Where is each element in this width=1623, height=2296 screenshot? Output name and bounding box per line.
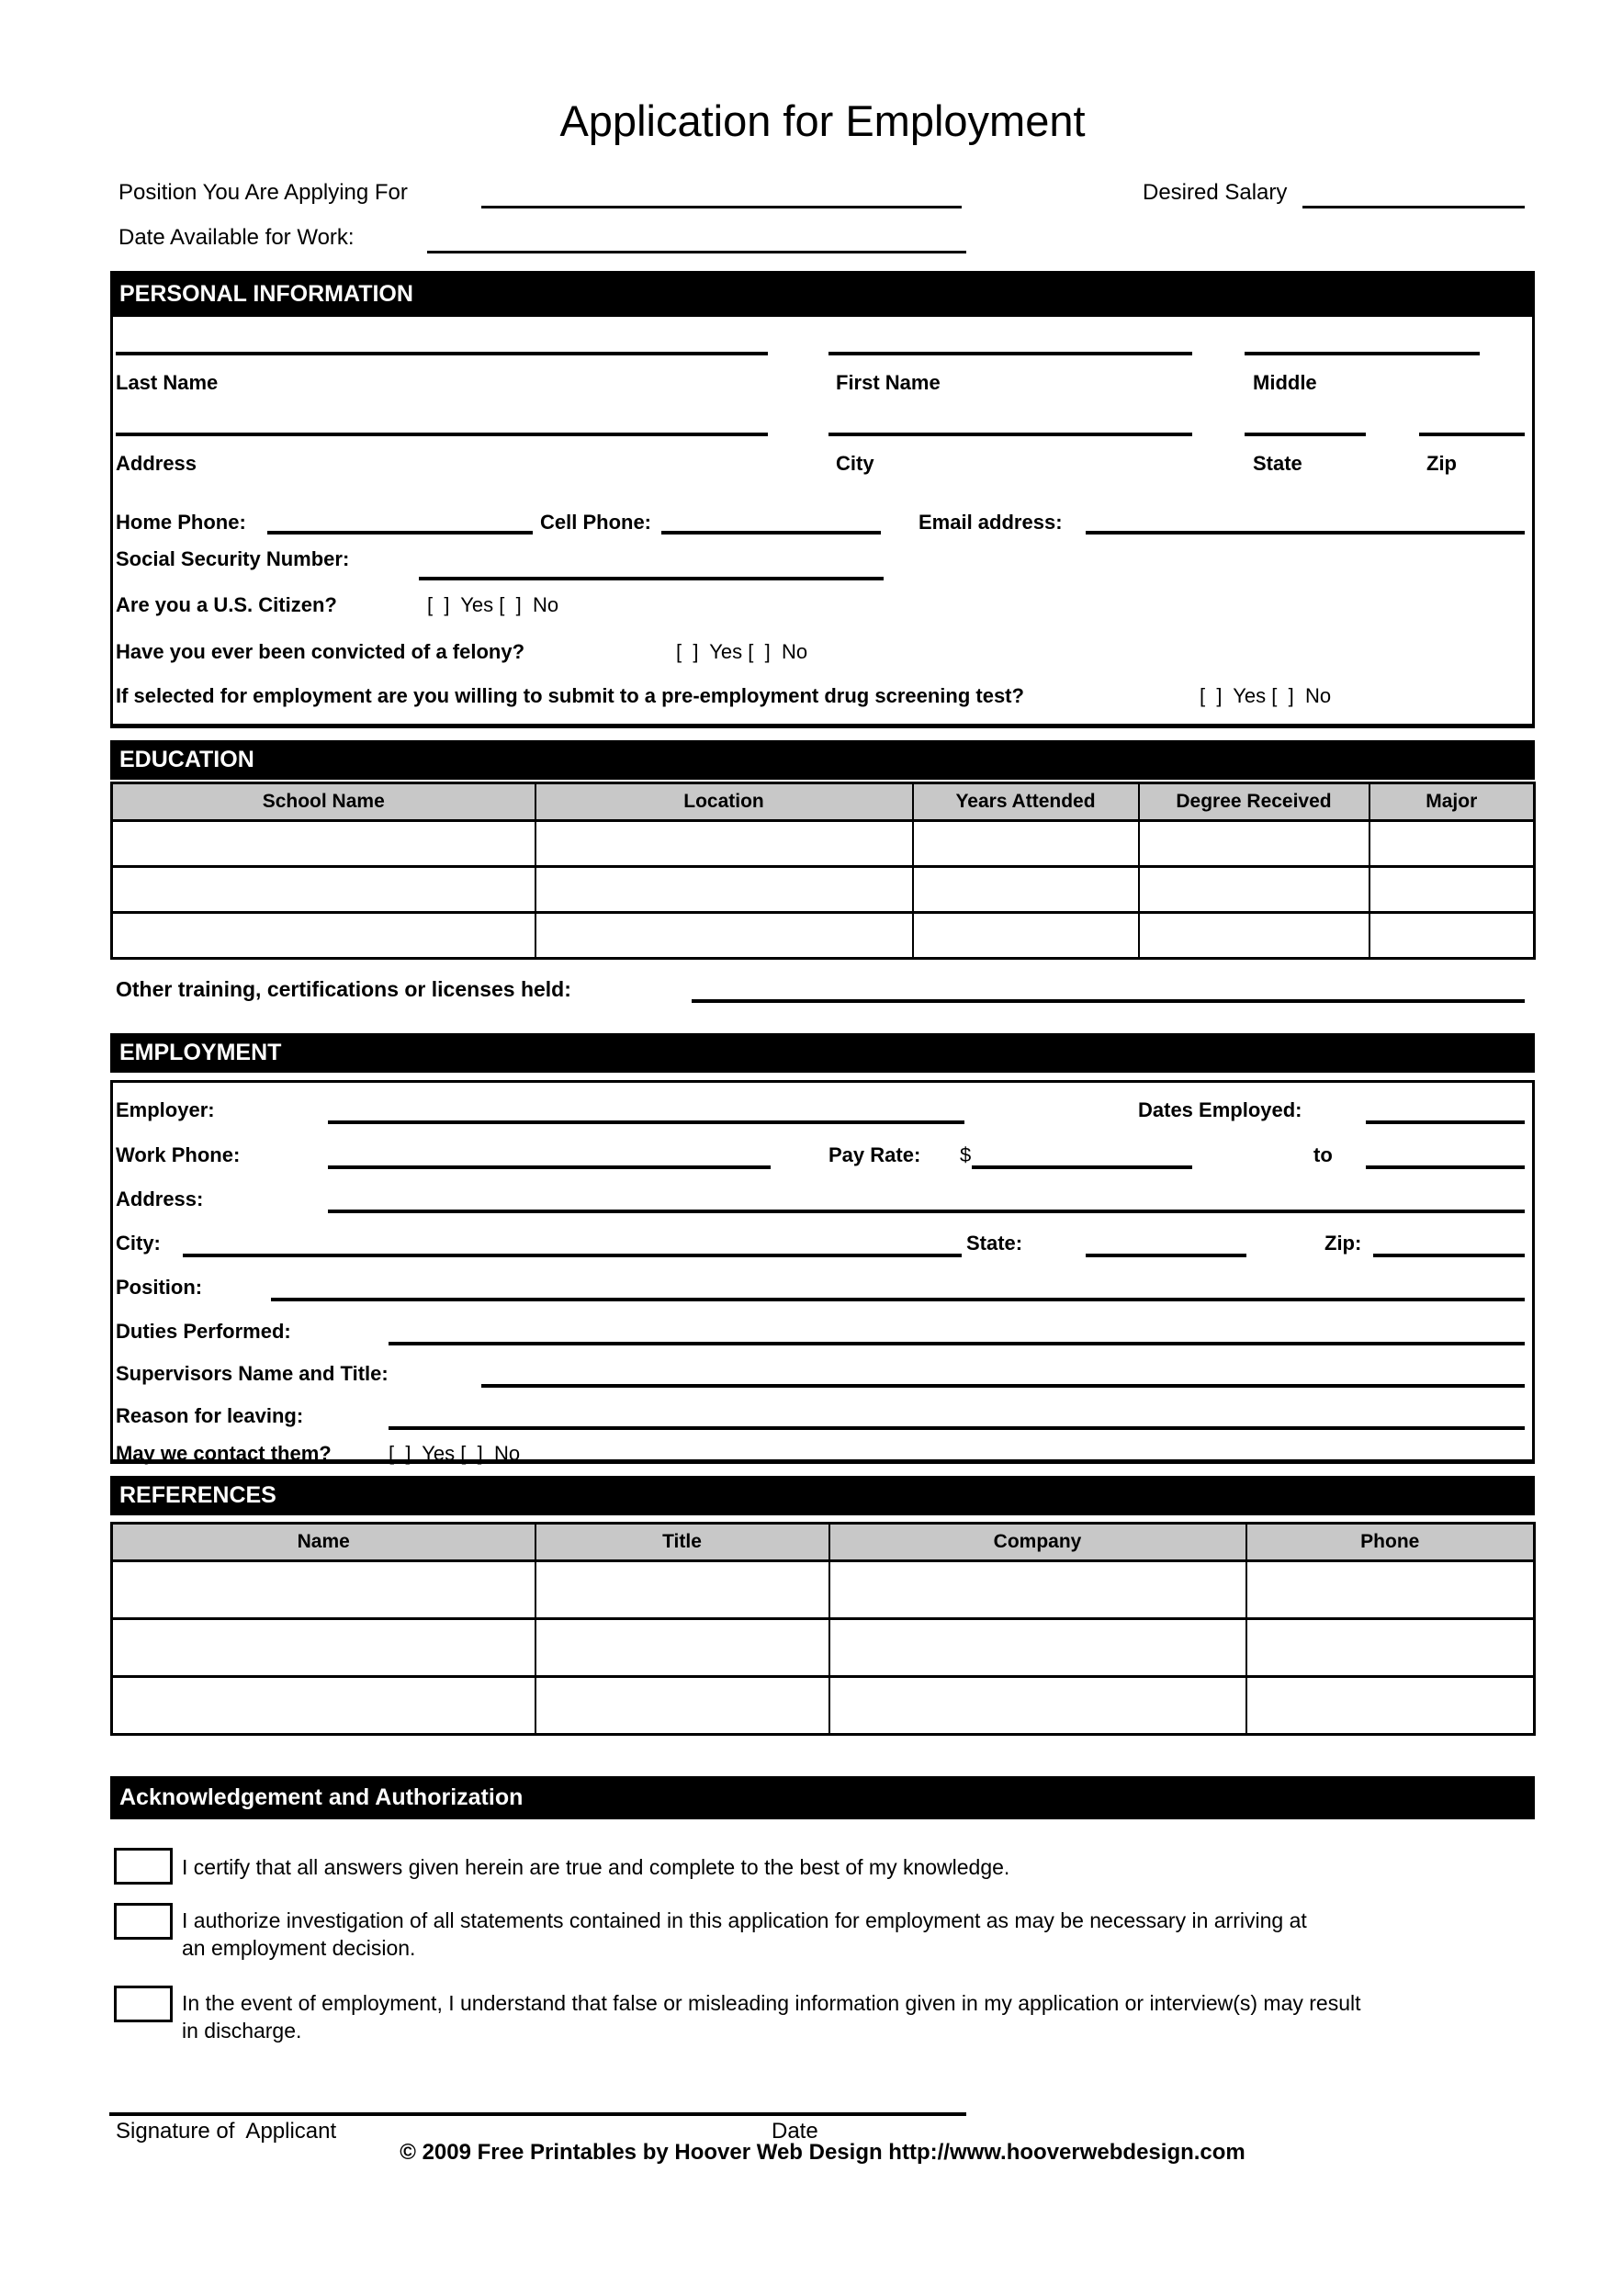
education-row [112, 867, 1535, 913]
page-title: Application for Employment [559, 96, 1086, 145]
dates-employed-to-label: to [1313, 1143, 1333, 1166]
home-phone-line[interactable] [267, 531, 533, 535]
education-row [112, 913, 1535, 959]
ssn-label: Social Security Number: [116, 547, 350, 570]
employer-zip-label: Zip: [1324, 1232, 1362, 1255]
work-phone-label: Work Phone: [116, 1143, 241, 1166]
education-cell[interactable] [535, 867, 913, 913]
employer-state-line[interactable] [1086, 1254, 1246, 1257]
references-cell[interactable] [112, 1677, 535, 1735]
education-cell[interactable] [112, 821, 535, 867]
first-name-label: First Name [836, 371, 941, 394]
dates-employed-to-line[interactable] [1366, 1165, 1525, 1169]
section-header-employment [110, 1033, 1535, 1073]
employer-address-label: Address: [116, 1187, 204, 1210]
education-cell[interactable] [1139, 913, 1369, 959]
date-label: Date [772, 2119, 818, 2144]
contact-yes-no-checkboxes[interactable]: [ ] Yes [ ] No [389, 1442, 521, 1465]
email-line[interactable] [1086, 531, 1525, 535]
education-col-major: Major [1369, 783, 1535, 821]
education-cell[interactable] [913, 913, 1139, 959]
authorize-statement: I authorize investigation of all statements contained in this application for employment as may be necessary in arriving at an employment decision. [182, 1908, 1307, 1960]
supervisor-label: Supervisors Name and Title: [116, 1362, 389, 1385]
zip-line[interactable] [1419, 433, 1525, 436]
section-title: Acknowledgement and Authorization [119, 1784, 524, 1810]
employer-zip-line[interactable] [1373, 1254, 1525, 1257]
drug-question-label: If selected for employment are you willing to submit to a pre-employment drug screening test? [116, 684, 1024, 707]
references-cell[interactable] [829, 1677, 1246, 1735]
position-held-line[interactable] [271, 1298, 1525, 1301]
section-header-acknowledgement [110, 1776, 1535, 1819]
address-line[interactable] [116, 433, 768, 436]
certify-checkbox[interactable] [114, 1848, 173, 1885]
education-cell[interactable] [535, 913, 913, 959]
references-cell[interactable] [535, 1561, 829, 1619]
references-row [112, 1619, 1535, 1677]
education-col-location: Location [535, 783, 913, 821]
employer-label: Employer: [116, 1098, 215, 1121]
education-cell[interactable] [1369, 867, 1535, 913]
references-col-phone: Phone [1246, 1524, 1535, 1561]
cell-phone-label: Cell Phone: [540, 511, 652, 534]
city-line[interactable] [828, 433, 1192, 436]
references-col-name: Name [112, 1524, 535, 1561]
other-training-line[interactable] [692, 999, 1525, 1003]
state-line[interactable] [1245, 433, 1366, 436]
city-label: City [836, 452, 874, 475]
other-training-label: Other training, certifications or licenses held: [116, 977, 571, 1001]
citizen-yes-no-checkboxes[interactable]: [ ] Yes [ ] No [427, 593, 559, 616]
position-applying-line[interactable] [481, 206, 962, 208]
education-cell[interactable] [913, 821, 1139, 867]
section-title: EMPLOYMENT [119, 1040, 282, 1065]
last-name-line[interactable] [116, 352, 768, 355]
section-header-personal-information [110, 271, 1535, 317]
education-col-school-name: School Name [112, 783, 535, 821]
education-cell[interactable] [1139, 821, 1369, 867]
references-header-row [112, 1524, 1535, 1561]
education-cell[interactable] [112, 867, 535, 913]
references-cell[interactable] [1246, 1561, 1535, 1619]
citizen-question-label: Are you a U.S. Citizen? [116, 593, 337, 616]
ssn-line[interactable] [419, 577, 884, 580]
education-col-degree-received: Degree Received [1139, 783, 1369, 821]
discharge-checkbox[interactable] [114, 1986, 173, 2022]
contact-question-label: May we contact them? [116, 1442, 332, 1465]
home-phone-label: Home Phone: [116, 511, 246, 534]
employer-city-label: City: [116, 1232, 161, 1255]
middle-name-line[interactable] [1245, 352, 1480, 355]
position-held-label: Position: [116, 1276, 203, 1299]
reason-leaving-label: Reason for leaving: [116, 1404, 304, 1427]
employer-address-line[interactable] [328, 1210, 1525, 1213]
education-table [110, 782, 1536, 960]
education-header-row [112, 783, 1535, 821]
references-cell[interactable] [1246, 1677, 1535, 1735]
work-phone-line[interactable] [328, 1165, 771, 1169]
education-cell[interactable] [1369, 913, 1535, 959]
copyright-text: © 2009 Free Printables by Hoover Web Design http://www.hooverwebdesign.com [400, 2140, 1245, 2165]
employment-box [110, 1080, 1535, 1464]
desired-salary-line[interactable] [1302, 206, 1525, 208]
cell-phone-line[interactable] [661, 531, 881, 535]
discharge-statement: In the event of employment, I understand that false or misleading information given in my application or interview(s) may result in discharge. [182, 1991, 1361, 2043]
authorize-checkbox[interactable] [114, 1903, 173, 1940]
references-table [110, 1522, 1536, 1736]
education-cell[interactable] [1369, 821, 1535, 867]
references-cell[interactable] [112, 1619, 535, 1677]
zip-label: Zip [1426, 452, 1457, 475]
email-label: Email address: [919, 511, 1063, 534]
desired-salary-label: Desired Salary [1143, 180, 1288, 205]
section-title: EDUCATION [119, 747, 254, 772]
last-name-label: Last Name [116, 371, 219, 394]
references-row [112, 1561, 1535, 1619]
references-cell[interactable] [535, 1619, 829, 1677]
drug-yes-no-checkboxes[interactable]: [ ] Yes [ ] No [1200, 684, 1332, 707]
duties-label: Duties Performed: [116, 1320, 291, 1343]
references-cell[interactable] [535, 1677, 829, 1735]
references-cell[interactable] [112, 1561, 535, 1619]
personal-information-box [110, 317, 1535, 728]
section-title: PERSONAL INFORMATION [119, 280, 413, 307]
education-col-years-attended: Years Attended [913, 783, 1139, 821]
certify-statement: I certify that all answers given herein are true and complete to the best of my knowledge. [182, 1855, 1010, 1879]
references-col-title: Title [535, 1524, 829, 1561]
references-row [112, 1677, 1535, 1735]
dates-employed-from-line[interactable] [1366, 1120, 1525, 1124]
employer-line[interactable] [328, 1120, 964, 1124]
supervisor-line[interactable] [481, 1384, 1525, 1388]
section-header-references [110, 1476, 1535, 1515]
felony-question-label: Have you ever been convicted of a felony? [116, 640, 525, 663]
references-cell[interactable] [829, 1561, 1246, 1619]
middle-name-label: Middle [1253, 371, 1317, 394]
signature-label: Signature of Applicant [116, 2119, 337, 2144]
address-label: Address [116, 452, 197, 475]
dates-employed-label: Dates Employed: [1138, 1098, 1302, 1121]
pay-rate-label: Pay Rate: [828, 1143, 921, 1166]
employer-state-label: State: [966, 1232, 1023, 1255]
felony-yes-no-checkboxes[interactable]: [ ] Yes [ ] No [676, 640, 808, 663]
education-cell[interactable] [913, 867, 1139, 913]
reason-leaving-line[interactable] [389, 1426, 1525, 1430]
employer-city-line[interactable] [183, 1254, 962, 1257]
position-applying-label: Position You Are Applying For [118, 180, 408, 205]
dollar-sign: $ [960, 1143, 972, 1166]
education-cell[interactable] [112, 913, 535, 959]
signature-line[interactable] [109, 2112, 966, 2116]
education-cell[interactable] [1139, 867, 1369, 913]
education-row [112, 821, 1535, 867]
state-label: State [1253, 452, 1302, 475]
duties-line[interactable] [389, 1342, 1525, 1345]
first-name-line[interactable] [828, 352, 1192, 355]
references-cell[interactable] [1246, 1619, 1535, 1677]
references-cell[interactable] [829, 1619, 1246, 1677]
date-available-label: Date Available for Work: [118, 225, 355, 250]
section-title: REFERENCES [119, 1482, 276, 1508]
date-available-line[interactable] [427, 251, 966, 253]
references-col-company: Company [829, 1524, 1246, 1561]
pay-rate-line[interactable] [972, 1165, 1192, 1169]
education-cell[interactable] [535, 821, 913, 867]
section-header-education [110, 740, 1535, 780]
